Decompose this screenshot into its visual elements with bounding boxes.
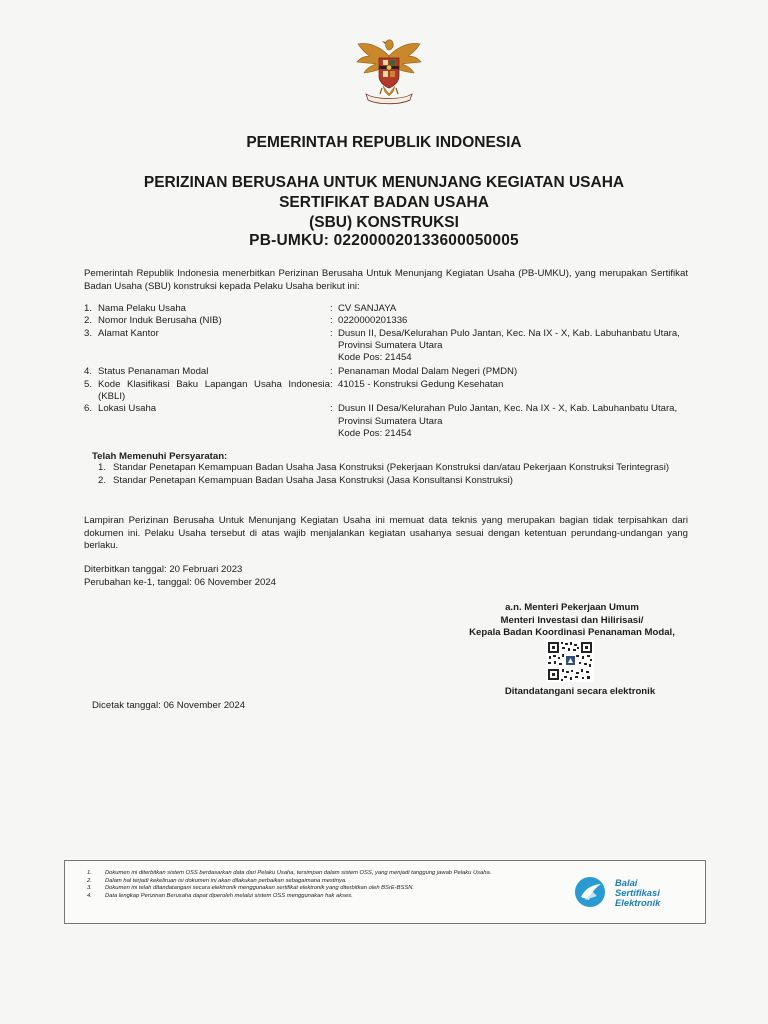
field-value: 41015 - Konstruksi Gedung Kesehatan [338,378,504,390]
field-label: Lokasi Usaha [98,403,157,415]
field-row [84,403,694,440]
field-colon: : [330,403,333,415]
note-text: Dokumen ini telah ditandatangani secara elektronik menggunakan sertifikat elektronik yang diterbitkan oleh BSrE-BSSN. [105,885,415,892]
note-text: Dokumen ini diterbitkan sistem OSS berdasarkan data dari Pelaku Usaha, tersimpan dalam sistem OSS, yang menjadi tanggung jawab Pelaku Usaha. [105,870,492,876]
bse-logo [573,875,693,915]
field-colon: : [330,366,333,378]
signatory-line3: Kepala Badan Koordinasi Penanaman Modal, [469,627,675,639]
field-label: Kode Klasifikasi Baku Lapangan Usaha Indonesia (KBLI) [98,378,330,403]
bse-emblem-icon [573,875,609,909]
signature-block [440,602,704,640]
document-title-line1: PERIZINAN BERUSAHA UNTUK MENUNJANG KEGIATAN USAHA [143,174,625,191]
field-postal-code: Kode Pos: 21454 [338,352,412,364]
list-item [87,878,557,886]
qr-code-icon [546,640,594,682]
footer-notes [87,870,557,900]
list-item [87,893,557,901]
field-number: 4. [84,366,93,378]
requirements-list [98,462,688,489]
business-details [84,303,694,440]
attachment-paragraph: Lampiran Perizinan Berusaha Untuk Menunjang Kegiatan Usaha ini memuat data teknis yang merupakan bagian tidak terpisahkan dari dokumen ini. Pelaku Usaha tersebut di atas wajib menjalankan kegiatan usahanya sesuai dengan ketentuan perundang-undangan yang berlaku. [84,515,688,552]
field-number: 3. [84,327,93,339]
field-colon: : [330,303,333,314]
field-label: Nomor Induk Berusaha (NIB) [98,315,222,327]
requirements-title: Telah Memenuhi Persyaratan: [92,451,228,462]
field-number: 5. [84,378,93,390]
field-label: Status Penanaman Modal [98,366,209,378]
requirement-number: 2. [98,475,107,487]
bse-logo-text [615,878,660,908]
document-title-line2: SERTIFIKAT BADAN USAHA [279,194,489,211]
field-colon: : [330,315,333,327]
issue-dates [84,564,276,589]
electronic-signature-note: Ditandatangani secara elektronik [504,686,656,697]
field-number: 1. [84,303,93,314]
field-row [84,315,694,327]
revision-date: Perubahan ke-1, tanggal: 06 November 2024 [84,576,277,588]
signatory-line2: Menteri Investasi dan Hilirisasi/ [500,614,644,626]
list-item [98,475,688,487]
requirement-text: Standar Penetapan Kemampuan Badan Usaha Jasa Konstruksi (Jasa Konsultansi Konstruksi) [113,475,513,487]
field-colon: : [330,378,333,390]
field-value: Dusun II, Desa/Kelurahan Pulo Jantan, Kec. Na IX - X, Kab. Labuhanbatu Utara, Provinsi Sumatera Utara [338,327,680,351]
signatory-line1: a.n. Menteri Pekerjaan Umum [505,602,639,613]
pb-umku-number: PB-UMKU: 022000020133600050005 [249,232,519,249]
bse-line3: Elektronik [615,897,661,908]
field-value: 0220000201336 [338,315,408,327]
note-text: Data lengkap Perizinan Berusaha dapat diperoleh melalui sistem OSS menggunakan hak akses. [105,892,353,899]
field-label: Alamat Kantor [98,327,159,339]
field-value: Penanaman Modal Dalam Negeri (PMDN) [338,366,518,378]
list-item [87,870,557,878]
field-value: CV SANJAYA [338,303,397,314]
field-colon: : [330,327,333,339]
note-number: 3. [87,885,92,892]
list-item [87,885,557,893]
footer-notes-box [64,860,706,924]
field-row [84,366,694,378]
garuda-emblem-icon [352,36,426,106]
government-heading: PEMERINTAH REPUBLIK INDONESIA [246,134,522,151]
requirement-number: 1. [98,462,107,473]
printed-date: Dicetak tanggal: 06 November 2024 [92,700,246,711]
field-row [84,379,694,404]
field-value: Dusun II Desa/Kelurahan Pulo Jantan, Kec. Na IX - X, Kab. Labuhanbatu Utara, Provinsi Sumatera Utara [338,403,678,427]
bse-line1: Balai [615,877,638,888]
note-number: 4. [87,892,92,899]
issued-date: Diterbitkan tanggal: 20 Februari 2023 [84,564,243,575]
requirement-text: Standar Penetapan Kemampuan Badan Usaha Jasa Konstruksi (Pekerjaan Konstruksi dan/atau Pekerjaan Konstruksi Terintegrasi) [113,462,670,473]
document-title-line3: (SBU) KONSTRUKSI [309,214,459,231]
note-number: 1. [87,870,92,876]
bse-line2: Sertifikasi [615,887,660,898]
list-item [98,462,688,474]
field-number: 2. [84,315,93,327]
field-row [84,328,694,365]
note-number: 2. [87,877,92,884]
note-text: Dalam hal terjadi kekeliruan isi dokumen ini akan dilakukan perbaikan sebagaimana mestinya. [105,877,347,884]
field-postal-code: Kode Pos: 21454 [338,427,412,439]
field-label: Nama Pelaku Usaha [98,303,186,314]
field-number: 6. [84,403,93,415]
intro-paragraph: Pemerintah Republik Indonesia menerbitkan Perizinan Berusaha Untuk Menunjang Kegiatan Usaha (PB-UMKU), yang merupakan Sertifikat Badan Usaha (SBU) konstruksi kepada Pelaku Usaha berikut ini: [84,268,688,292]
field-row [84,303,694,315]
